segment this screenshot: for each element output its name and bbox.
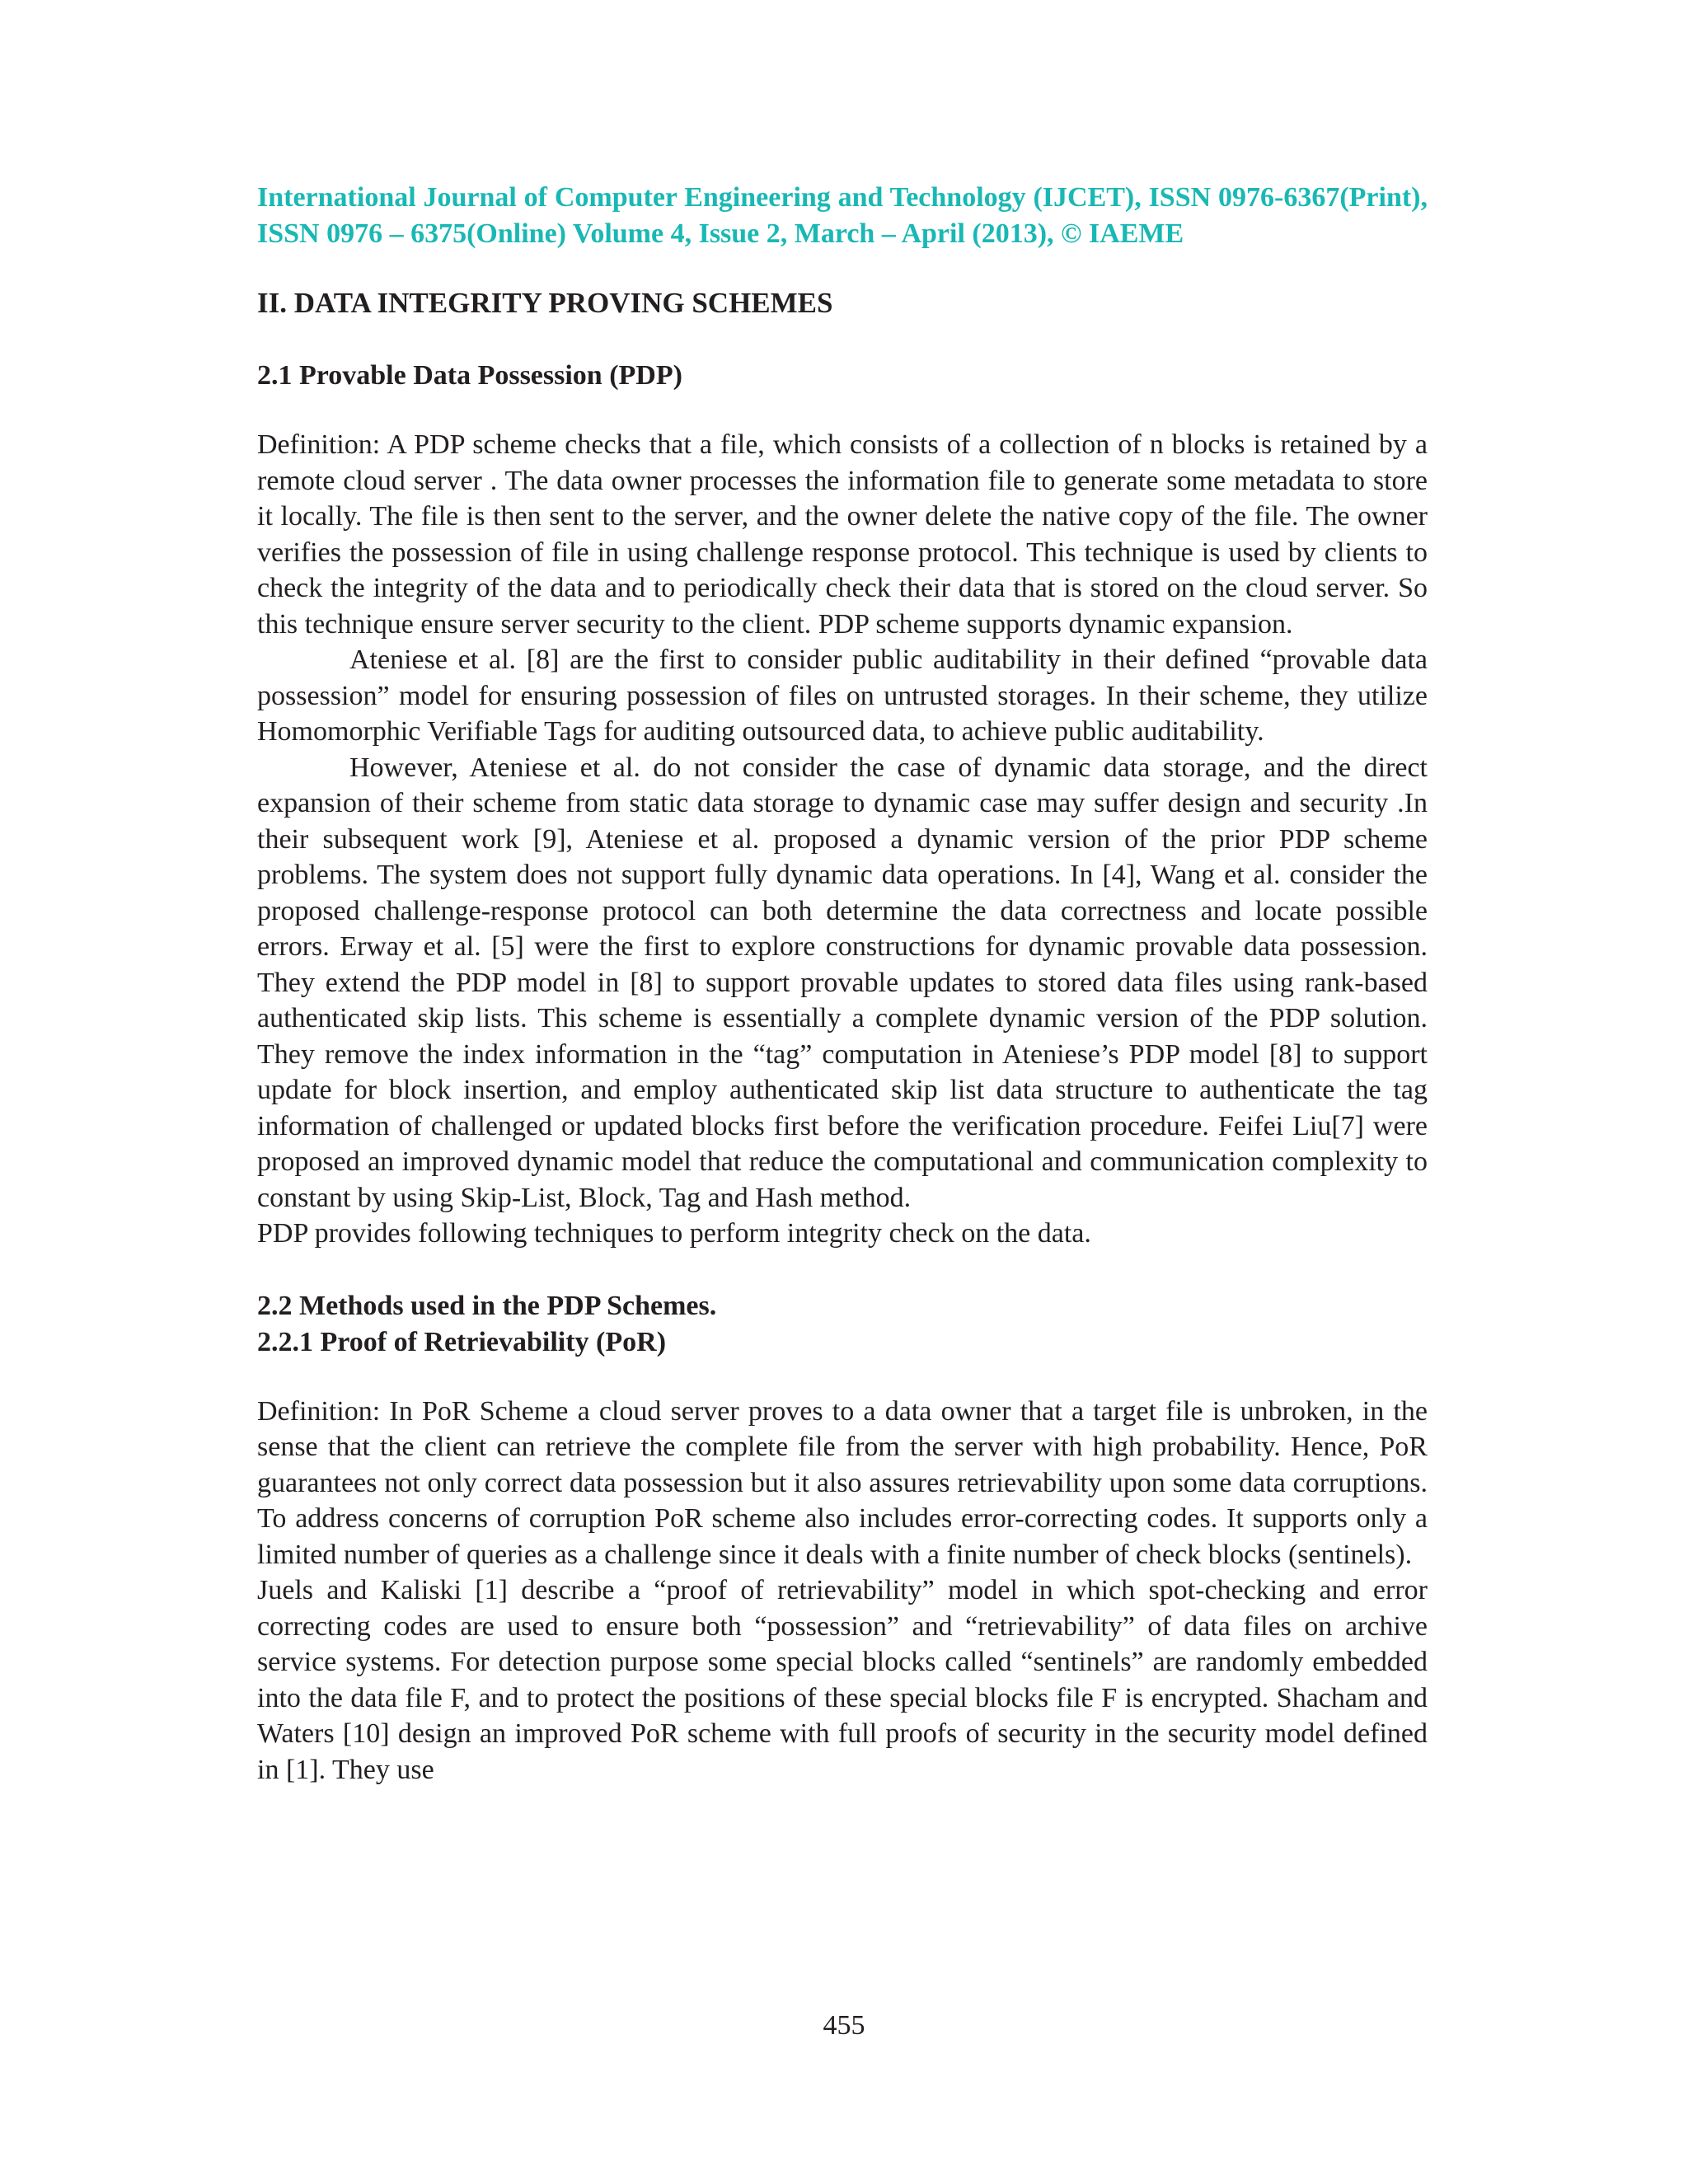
juels-kaliski-paragraph: Juels and Kaliski [1] describe a “proof of retrievability” model in which spot-checking and error correcting codes are used to ensure both “possession” and “retrievability” of data files on archive service systems. For detection purpose some special blocks called “sentinels” are randomly embedded into the data file F, and to protect the positions of these special blocks file F is encrypted. Shacham and Waters [10] design an improved PoR scheme with full proofs of security in the security model defined in [1]. They use bbox=[257, 1575, 1428, 1785]
por-heading: 2.2.1 Proof of Retrievability (PoR) bbox=[257, 1326, 667, 1357]
section-title: II. DATA INTEGRITY PROVING SCHEMES bbox=[257, 287, 833, 319]
pdp-heading: 2.1 Provable Data Possession (PDP) bbox=[257, 360, 682, 391]
pdp-techniques-paragraph: PDP provides following techniques to perform integrity check on the data. bbox=[257, 1218, 1091, 1249]
pdp-definition-paragraph: Definition: A PDP scheme checks that a file, which consists of a collection of n blocks is retained by a remote cloud server . The data owner processes the information file to generate some metadata to store it locally. The file is then sent to the server, and the owner delete the native copy of the file. The owner verifies the possession of file in using challenge response protocol. This technique is used by clients to check the integrity of the data and to periodically check their data that is stored on the cloud server. So this technique ensure server security to the client. PDP scheme supports dynamic expansion. bbox=[257, 429, 1428, 640]
methods-heading: 2.2 Methods used in the PDP Schemes. bbox=[257, 1290, 717, 1321]
page-number: 455 bbox=[823, 2010, 865, 2041]
journal-header: International Journal of Computer Engineering and Technology (IJCET), ISSN 0976-6367(Print), ISSN 0976 – 6375(Online) Volume 4, Issue 2, March – April (2013), © IAEME bbox=[257, 182, 1428, 249]
dynamic-pdp-paragraph: However, Ateniese et al. do not consider the case of dynamic data storage, and the direct expansion of their scheme from static data storage to dynamic case may suffer design and security .In their subsequent work [9], Ateniese et al. proposed a dynamic version of the prior PDP scheme problems. The system does not support fully dynamic data operations. In [4], Wang et al. consider the proposed challenge-response protocol can both determine the data correctness and locate possible errors. Erway et al. [5] were the first to explore constructions for dynamic provable data possession. They extend the PDP model in [8] to support provable updates to stored data files using rank-based authenticated skip lists. This scheme is essentially a complete dynamic version of the PDP solution. They remove the index information in the “tag” computation in Ateniese’s PDP model [8] to support update for block insertion, and employ authenticated skip list data structure to authenticate the tag information of challenged or updated blocks first before the verification procedure. Feifei Liu[7] were proposed an improved dynamic model that reduce the computational and communication complexity to constant by using Skip-List, Block, Tag and Hash method. bbox=[257, 752, 1428, 1213]
ateniese-paragraph: Ateniese et al. [8] are the first to consider public auditability in their defined “provable data possession” model for ensuring possession of files on untrusted storages. In their scheme, they utilize Homomorphic Verifiable Tags for auditing outsourced data, to achieve public auditability. bbox=[257, 644, 1428, 747]
page-content bbox=[257, 180, 1428, 1788]
por-definition-paragraph: Definition: In PoR Scheme a cloud server proves to a data owner that a target file is unbroken, in the sense that the client can retrieve the complete file from the server with high probability. Hence, PoR guarantees not only correct data possession but it also assures retrievability upon some data corruptions. To address concerns of corruption PoR scheme also includes error-correcting codes. It supports only a limited number of queries as a challenge since it deals with a finite number of check blocks (sentinels). bbox=[257, 1395, 1428, 1570]
